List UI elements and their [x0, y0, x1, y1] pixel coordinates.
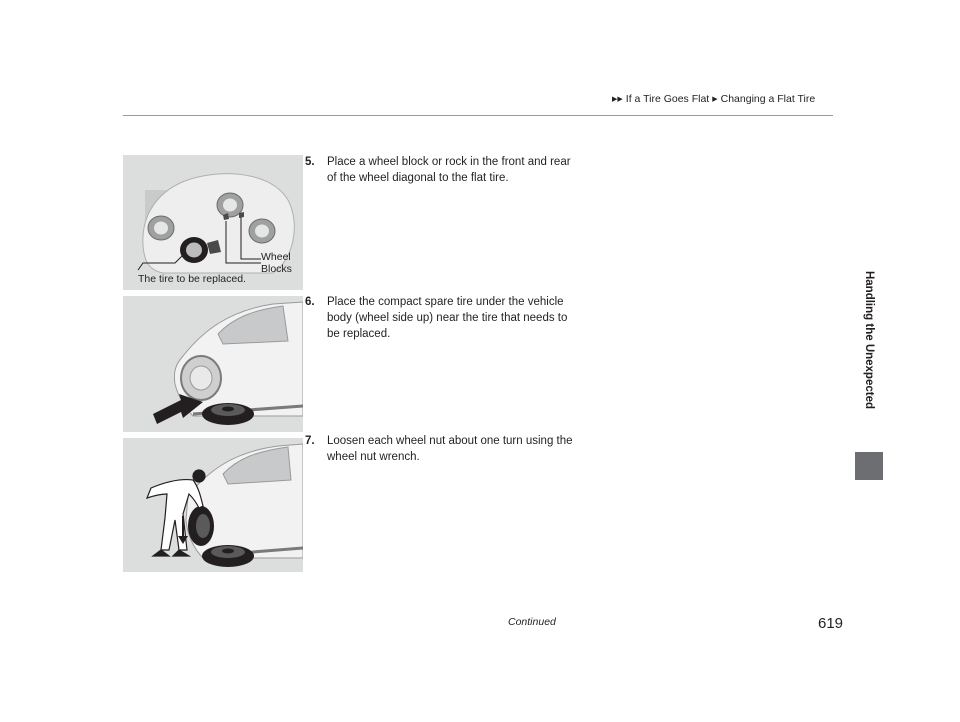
- breadcrumb-item-changing-tire[interactable]: Changing a Flat Tire: [720, 93, 816, 105]
- page-number: 619: [818, 615, 844, 632]
- spare-tire-placement-illustration: [123, 296, 303, 432]
- section-side-label[interactable]: Handling the Unexpected: [863, 270, 875, 410]
- wheel-blocks-label: Wheel Blocks: [261, 251, 292, 275]
- spare-tire-icon: [202, 403, 254, 425]
- section-tab-marker: [855, 452, 883, 480]
- flat-tire-icon: [180, 237, 208, 263]
- spare-tire-icon: [202, 545, 254, 567]
- breadcrumb-arrow-icon: ▶: [712, 96, 718, 103]
- step-6: [305, 294, 576, 342]
- step-5: [305, 154, 576, 186]
- step-text: Place the compact spare tire under the vehicle body (wheel side up) near the tire that needs to be replaced.: [327, 296, 568, 340]
- wheel-icon: [181, 356, 221, 400]
- figure-wheel-blocks: [123, 155, 303, 290]
- wheel-icon: [249, 219, 275, 243]
- step-text: Loosen each wheel nut about one turn using the wheel nut wrench.: [327, 435, 573, 463]
- header-rule: [123, 115, 833, 116]
- step-number: 7.: [305, 435, 315, 447]
- breadcrumb: [612, 93, 815, 105]
- loosen-wheel-nuts-illustration: [123, 438, 303, 572]
- breadcrumb-item-flat-tire[interactable]: If a Tire Goes Flat: [625, 93, 710, 105]
- figure-loosen-wheel-nuts: [123, 438, 303, 572]
- tire-to-replace-label: The tire to be replaced.: [138, 273, 246, 285]
- step-number: 6.: [305, 296, 315, 308]
- step-7: [305, 433, 576, 465]
- breadcrumb-arrow-icon: ▶▶: [612, 96, 623, 103]
- figure-spare-tire-placement: [123, 296, 303, 432]
- continued-label: Continued: [508, 616, 556, 628]
- step-number: 5.: [305, 156, 315, 168]
- wheel-icon: [148, 216, 174, 240]
- wheel-icon: [188, 506, 214, 546]
- step-text: Place a wheel block or rock in the front and rear of the wheel diagonal to the flat tire.: [327, 156, 571, 184]
